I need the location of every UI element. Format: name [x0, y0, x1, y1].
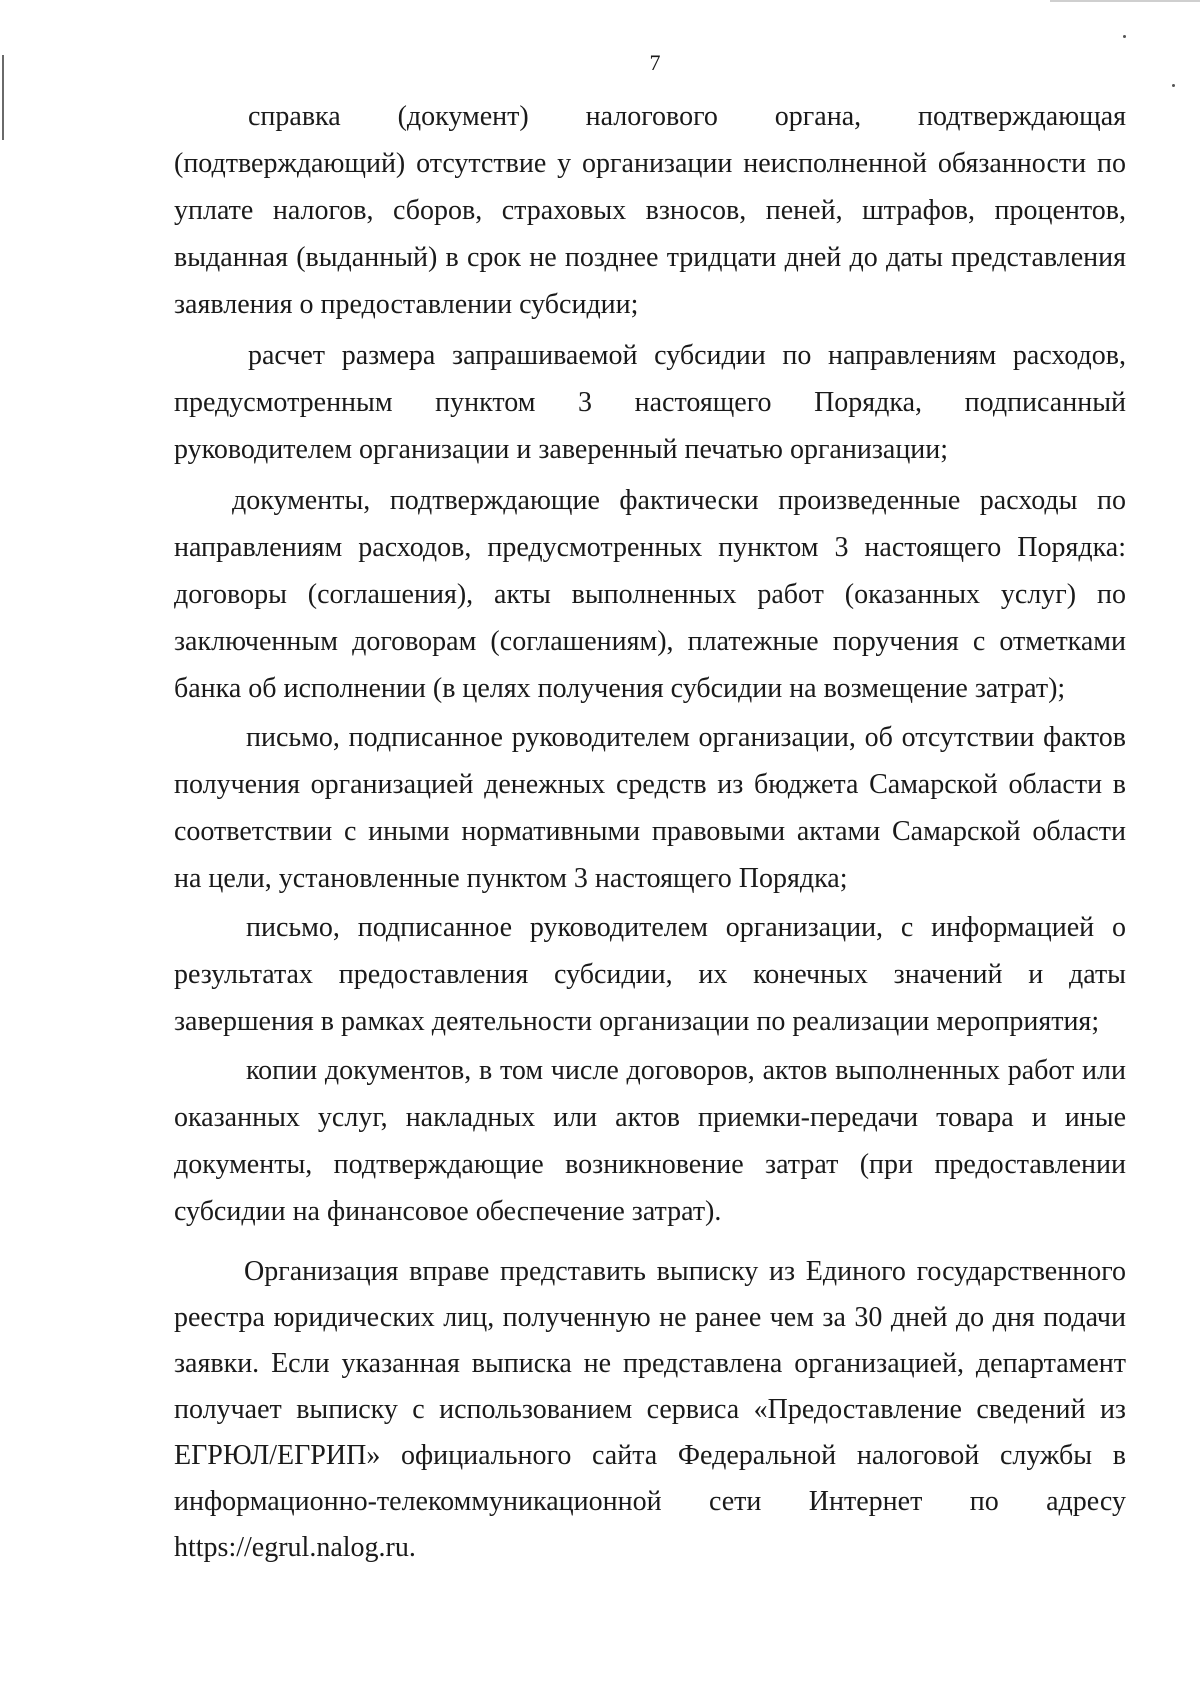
paragraph-letter-results: письмо, подписанное руководителем организации, с информацией о результатах предоставления субсидии, их конечных значений и даты завершения в рамках деятельности организации по реализации мероприятия; [174, 912, 1126, 1037]
document-body [174, 93, 1126, 1571]
scan-speck [1172, 84, 1175, 87]
paragraph-subsidy-calculation: расчет размера запрашиваемой субсидии по направлениям расходов, предусмотренным пунктом 3 настоящего Порядка, подписанный руководителем организации и заверенный печатью организации; [174, 340, 1126, 465]
paragraph-tax-certificate: справка (документ) налогового органа, подтверждающая (подтверждающий) отсутствие у организации неисполненной обязанности по уплате налогов, сборов, страховых взносов, пеней, штрафов, процентов, выданная (выданный) в срок не позднее тридцати дней до даты представления заявления о предоставлении субсидии; [174, 101, 1126, 320]
paragraph-document-copies: копии документов, в том числе договоров, актов выполненных работ или оказанных услуг, накладных или актов приемки-передачи товара и иные документы, подтверждающие возникновение затрат (при предоставлении субсидии на финансовое обеспечение затрат). [174, 1055, 1126, 1227]
paragraph-egrul-extract: Организация вправе представить выписку из Единого государственного реестра юридических лиц, полученную не ранее чем за 30 дней до дня подачи заявки. Если указанная выписка не представлена организацией, департамент получает выписку с использованием сервиса «Предоставление сведений из ЕГРЮЛ/ЕГРИП» официального сайта Федеральной налоговой службы в информационно-телекоммуникационной сети Интернет по адресу https://egrul.nalog.ru. [174, 1256, 1126, 1563]
paragraph-letter-no-funds: письмо, подписанное руководителем организации, об отсутствии фактов получения организацией денежных средств из бюджета Самарской области в соответствии с иными нормативными правовыми актами Самарской области на цели, установленные пунктом 3 настоящего Порядка; [174, 722, 1126, 894]
scan-edge-line [1050, 0, 1200, 2]
paragraph-expense-documents: документы, подтверждающие фактически произведенные расходы по направлениям расходов, предусмотренных пунктом 3 настоящего Порядка: договоры (соглашения), акты выполненных работ (оказанных услуг) по заключенным договорам (соглашениям), платежные поручения с отметками банка об исполнении (в целях получения субсидии на возмещение затрат); [174, 485, 1126, 704]
scan-speck [1123, 35, 1126, 38]
page-number: 7 [649, 50, 661, 75]
